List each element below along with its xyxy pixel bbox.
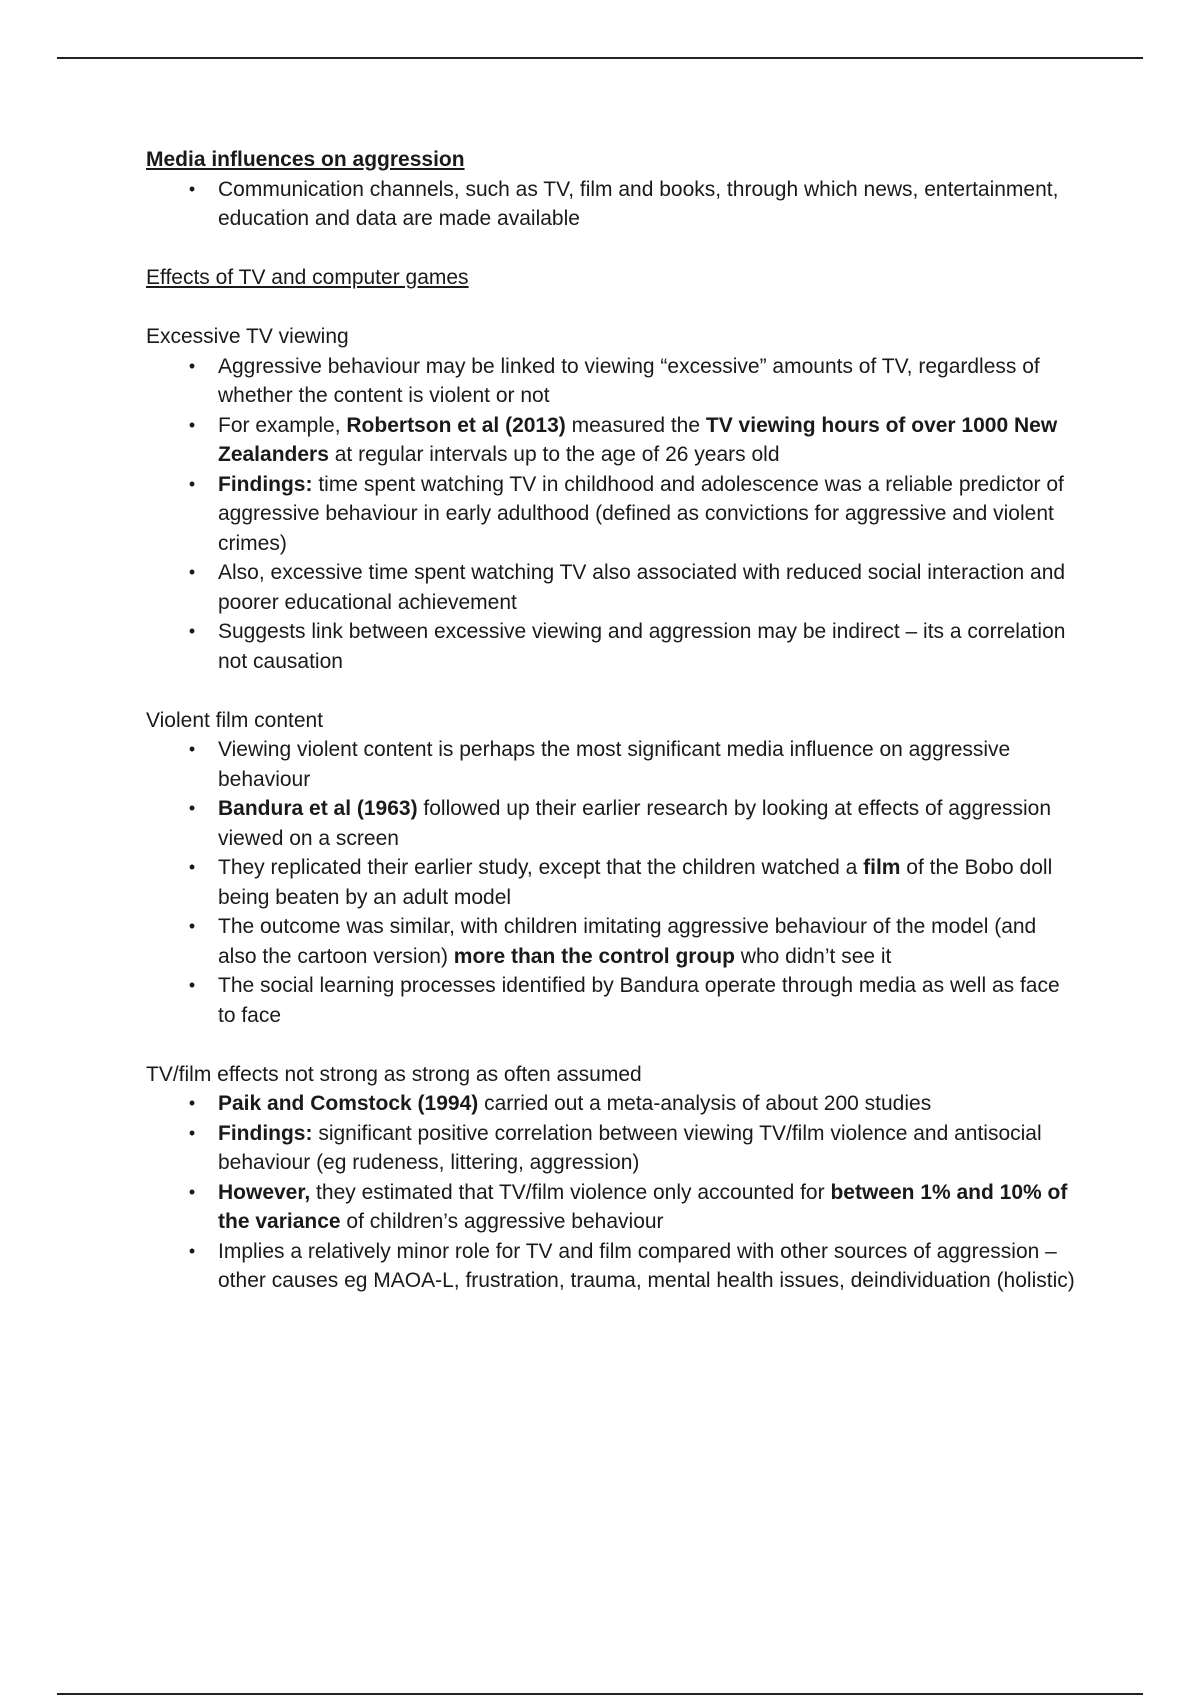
bold-text: more than the control group <box>453 944 735 968</box>
spacer <box>146 234 1076 264</box>
bullet-icon: • <box>188 975 196 995</box>
text-run: time spent watching TV in childhood and adolescence was a reliable predictor of aggressive behaviour in early adulthood (defined as convictions for aggressive and violent crimes) <box>218 472 1064 555</box>
list-item <box>146 470 1076 559</box>
bullet-icon: • <box>188 1122 196 1143</box>
bold-text: However, <box>218 1180 311 1204</box>
list-item <box>146 735 1076 794</box>
list-item <box>146 617 1076 676</box>
spacer <box>146 676 1076 706</box>
bullet-icon: • <box>188 178 196 199</box>
bullet-list <box>146 1089 1076 1296</box>
bullet-icon: • <box>188 621 196 641</box>
bold-text: Paik and Comstock (1994) <box>218 1092 479 1115</box>
section-heading: Excessive TV viewing <box>146 325 349 348</box>
text-run: For example, <box>218 413 347 437</box>
bold-text: Bandura et al (1963) <box>218 797 418 820</box>
list-item <box>146 853 1076 912</box>
bullet-icon: • <box>188 798 196 818</box>
bullet-icon: • <box>188 1240 196 1261</box>
list-item <box>146 794 1076 853</box>
list-item <box>146 971 1076 1030</box>
list-item <box>146 175 1076 234</box>
bullet-icon: • <box>188 473 196 494</box>
bullet-icon: • <box>188 1093 196 1113</box>
text-run: Suggests link between excessive viewing and aggression may be indirect – its a correlation not causation <box>218 620 1066 673</box>
spacer <box>146 1030 1076 1060</box>
definition-list <box>146 175 1076 234</box>
list-item <box>146 558 1076 617</box>
list-item <box>146 1089 1076 1119</box>
bullet-list <box>146 352 1076 677</box>
list-item <box>146 1178 1076 1237</box>
text-run: measured the <box>565 413 706 437</box>
text-run: The outcome was similar, with children imitating aggressive behaviour of the model (and also the cartoon version) <box>218 915 1037 968</box>
text-run: of children’s aggressive behaviour <box>340 1210 664 1233</box>
section-heading: Violent film content <box>146 708 324 732</box>
bullet-icon: • <box>188 1181 196 1202</box>
text-run: Implies a relatively minor role for TV and film compared with other sources of aggression – other causes eg MAOA-L, frustration, trauma, mental health issues, deindividuation (holistic) <box>218 1239 1075 1292</box>
bullet-icon: • <box>188 414 196 435</box>
list-item <box>146 1237 1076 1296</box>
header-rule <box>57 57 1143 59</box>
text-run: at regular intervals up to the age of 26 years old <box>328 443 780 466</box>
bullet-icon: • <box>188 857 196 877</box>
definition-text: Communication channels, such as TV, film and books, through which news, entertainment, education and data are made available <box>218 177 1059 230</box>
bold-text: film <box>863 856 901 879</box>
page-title: Media influences on aggression <box>146 148 465 171</box>
section-heading: TV/film effects not strong as strong as often assumed <box>146 1062 642 1086</box>
bold-text: Robertson et al (2013) <box>346 413 566 437</box>
text-run: Also, excessive time spent watching TV also associated with reduced social interaction and poorer educational achievement <box>218 561 1066 614</box>
bullet-icon: • <box>188 355 196 376</box>
text-run: of the Bobo doll being beaten by an adult model <box>218 856 1053 909</box>
text-run: significant positive correlation between viewing TV/film violence and antisocial behaviour (eg rudeness, littering, aggression) <box>218 1121 1042 1174</box>
text-run: Aggressive behaviour may be linked to viewing “excessive” amounts of TV, regardless of whether the content is violent or not <box>218 354 1040 407</box>
bullet-icon: • <box>188 739 196 759</box>
list-item <box>146 411 1076 470</box>
bold-text: Findings: <box>218 1121 313 1145</box>
bold-text: Findings: <box>218 472 313 496</box>
bullet-icon: • <box>188 562 196 582</box>
list-item <box>146 912 1076 971</box>
document-body <box>146 145 1076 1296</box>
spacer <box>146 293 1076 323</box>
bold-text: between 1% and 10% of the variance <box>218 1180 1068 1233</box>
list-item <box>146 352 1076 411</box>
text-run: they estimated that TV/film violence only accounted for <box>310 1180 831 1204</box>
text-run: Viewing violent content is perhaps the most significant media influence on aggressive behaviour <box>218 738 1011 791</box>
sections-container <box>146 293 1076 1296</box>
text-run: They replicated their earlier study, except that the children watched a <box>218 856 864 879</box>
bullet-list <box>146 735 1076 1030</box>
footer-rule <box>57 1693 1143 1695</box>
text-run: who didn’t see it <box>734 944 892 968</box>
bold-text: TV viewing hours of over 1000 New Zealanders <box>218 413 1058 466</box>
text-run: carried out a meta-analysis of about 200 studies <box>478 1092 932 1115</box>
text-run: The social learning processes identified by Bandura operate through media as well as face to face <box>218 974 1060 1027</box>
list-item <box>146 1119 1076 1178</box>
subheading: Effects of TV and computer games <box>146 266 469 289</box>
bullet-icon: • <box>188 916 196 936</box>
text-run: followed up their earlier research by looking at effects of aggression viewed on a screen <box>218 797 1052 850</box>
